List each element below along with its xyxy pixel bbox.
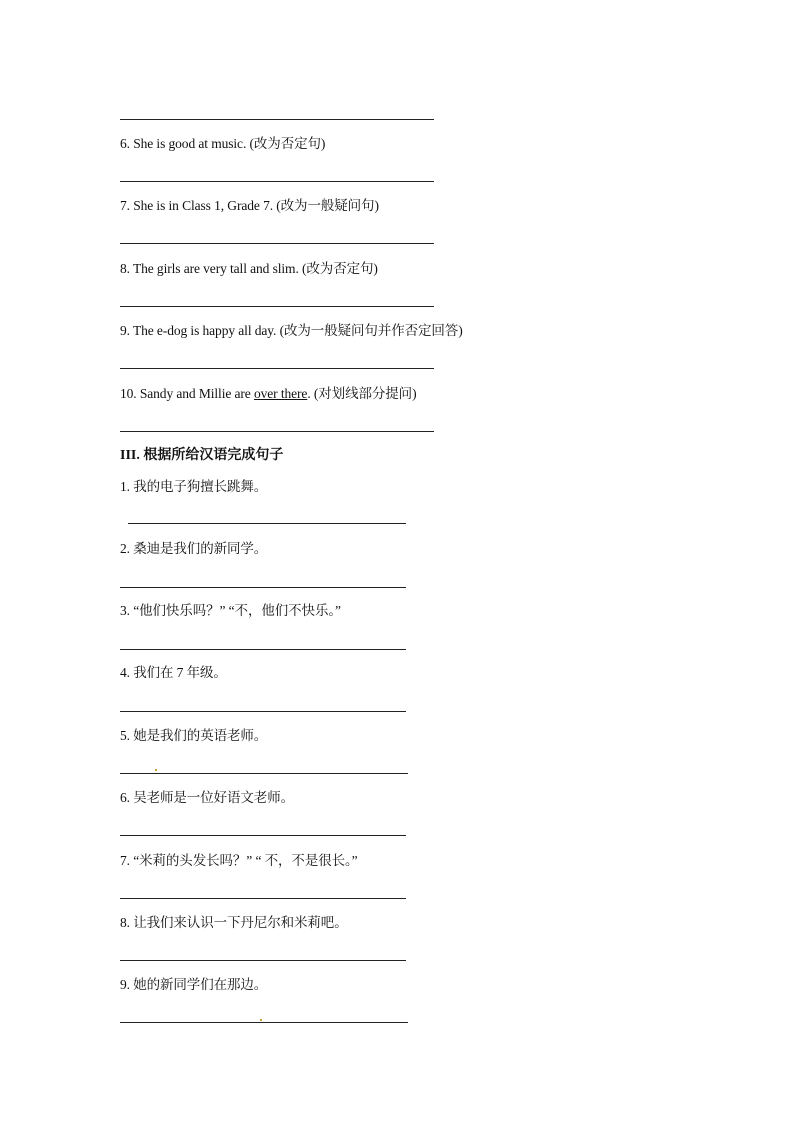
translation-8: 8. 让我们来认识一下丹尼尔和米莉吧。 <box>120 915 348 930</box>
answer-line <box>120 1022 408 1023</box>
question-10-prefix: 10. Sandy and Millie are <box>120 386 254 401</box>
answer-line <box>120 587 406 588</box>
speck-mark <box>155 769 157 771</box>
answer-line <box>128 523 406 524</box>
translation-4: 4. 我们在 7 年级。 <box>120 665 227 680</box>
translation-5: 5. 她是我们的英语老师。 <box>120 728 268 743</box>
answer-line <box>120 431 434 432</box>
question-6: 6. She is good at music. (改为否定句) <box>120 136 326 151</box>
answer-line <box>120 898 406 899</box>
answer-line <box>120 711 406 712</box>
answer-line <box>120 181 434 182</box>
answer-line <box>120 835 406 836</box>
translation-2: 2. 桑迪是我们的新同学。 <box>120 541 268 556</box>
answer-line <box>120 773 408 774</box>
answer-line <box>120 243 434 244</box>
question-9: 9. The e-dog is happy all day. (改为一般疑问句并作否定回答) <box>120 323 463 338</box>
speck-mark <box>260 1019 262 1021</box>
translation-6: 6. 吴老师是一位好语文老师。 <box>120 790 294 805</box>
answer-line <box>120 306 434 307</box>
translation-1: 1. 我的电子狗擅长跳舞。 <box>120 479 268 494</box>
translation-9: 9. 她的新同学们在那边。 <box>120 977 268 992</box>
answer-line <box>120 119 434 120</box>
question-10-underlined: over there <box>253 386 308 401</box>
question-7: 7. She is in Class 1, Grade 7. (改为一般疑问句) <box>120 198 379 213</box>
answer-line <box>120 368 434 369</box>
question-8: 8. The girls are very tall and slim. (改为否定句) <box>120 261 378 276</box>
answer-line <box>120 960 406 961</box>
answer-line <box>120 649 406 650</box>
translation-3: 3. “他们快乐吗？” “不，他们不快乐。” <box>120 603 341 618</box>
translation-7: 7. “米莉的头发长吗？” “ 不，不是很长。” <box>120 853 358 868</box>
section-heading: III. 根据所给汉语完成句子 <box>120 448 284 463</box>
question-10 <box>120 386 416 402</box>
question-10-suffix: . (对划线部分提问) <box>307 386 417 401</box>
